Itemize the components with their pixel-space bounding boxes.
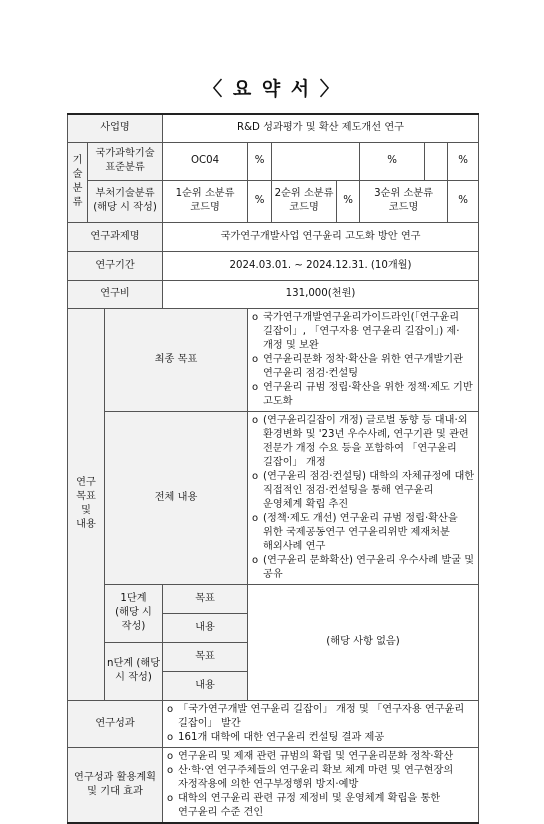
ministry-third: 3순위 소분류 코드명	[360, 180, 448, 222]
final-goal-row	[68, 308, 479, 411]
business-label: 사업명	[68, 114, 163, 142]
ministry-pct-3: %	[448, 180, 479, 222]
national-label: 국가과학기술 표준분류	[88, 142, 163, 180]
results-list	[167, 703, 475, 745]
ministry-second: 2순위 소분류 코드명	[272, 180, 337, 222]
stagen-content-label: 내용	[163, 671, 248, 700]
national-code-2	[272, 142, 360, 180]
tech-group-text: 기 술 분 류	[72, 155, 83, 208]
plan-list	[167, 750, 475, 820]
project-title-row	[68, 222, 479, 251]
business-value: R&D 성과평가 및 확산 제도개선 연구	[163, 114, 479, 142]
stage1-content-label: 내용	[163, 613, 248, 642]
stage1-goal-row	[68, 584, 479, 613]
goals-group-text: 연구 목표 및 내용	[76, 477, 96, 530]
page-title: 〈 요 약 서 〉	[203, 78, 341, 100]
period-label: 연구기간	[68, 251, 163, 280]
business-row	[68, 114, 479, 142]
stage1-goal-label: 목표	[163, 584, 248, 613]
overall-content-row	[68, 411, 479, 584]
final-goal-content	[248, 308, 479, 411]
national-code: OC04	[163, 142, 248, 180]
overall-content-label: 전체 내용	[105, 411, 248, 584]
tech-ministry-row	[68, 180, 479, 222]
national-pct-2: %	[360, 142, 425, 180]
list-item: o 산·학·연 연구주체들의 연구윤리 확보 체계 마련 및 연구현장의 자정작용에 의한 연구부정행위 방지·예방	[167, 764, 475, 792]
goals-group-label	[68, 308, 105, 700]
ministry-pct-1: %	[248, 180, 272, 222]
list-item: o 연구윤리 및 제재 관련 규범의 확립 및 연구윤리문화 정착·확산	[167, 750, 475, 764]
results-row	[68, 700, 479, 747]
plan-content	[163, 747, 479, 823]
plan-row	[68, 747, 479, 823]
plan-label: 연구성과 활용계획 및 기대 효과	[68, 747, 163, 823]
period-row	[68, 251, 479, 280]
list-item: o (연구윤리 점검·컨설팅) 대학의 자체규정에 대한 직접적인 점검·컨설팅을 통해 연구윤리 운영체계 확립 추진	[252, 470, 475, 512]
list-item: o (정책·제도 개선) 연구윤리 규범 정립·확산을 위한 국제공동연구 연구윤리위반 제재처분 해외사례 연구	[252, 512, 475, 554]
stagen-label: n단계 (해당 시 작성)	[105, 642, 163, 700]
final-goal-list	[252, 311, 475, 409]
project-title-label: 연구과제명	[68, 222, 163, 251]
results-content	[163, 700, 479, 747]
tech-national-row	[68, 142, 479, 180]
overall-content-list	[252, 414, 475, 582]
tech-group-label	[68, 142, 88, 222]
national-code-3	[425, 142, 448, 180]
project-title-value: 국가연구개발사업 연구윤리 고도화 방안 연구	[163, 222, 479, 251]
overall-content	[248, 411, 479, 584]
list-item: o 연구윤리 규범 정립·확산을 위한 정책·제도 기반 고도화	[252, 381, 475, 409]
budget-row	[68, 280, 479, 308]
final-goal-label: 최종 목표	[105, 308, 248, 411]
budget-label: 연구비	[68, 280, 163, 308]
stage-none-text: (해당 사항 없음)	[248, 584, 479, 700]
list-item: o (연구윤리길잡이 개정) 글로벌 동향 등 대내·외 환경변화 및 '23년 우수사례, 연구기관 및 관련 전문가 개정 수요 등을 포함하여 「연구윤리 길잡이」 개정	[252, 414, 475, 470]
list-item: o (연구윤리 문화확산) 연구윤리 우수사례 발굴 및 공유	[252, 554, 475, 582]
ministry-pct-2: %	[337, 180, 360, 222]
national-pct-3: %	[448, 142, 479, 180]
stagen-goal-label: 목표	[163, 642, 248, 671]
ministry-first: 1순위 소분류 코드명	[163, 180, 248, 222]
budget-value: 131,000(천원)	[163, 280, 479, 308]
summary-table	[67, 113, 479, 824]
list-item: o 161개 대학에 대한 연구윤리 컨설팅 결과 제공	[167, 731, 475, 745]
list-item: o 대학의 연구윤리 관련 규정 제정비 및 운영체계 확립을 통한 연구윤리 수준 견인	[167, 792, 475, 820]
list-item: o 「국가연구개발 연구윤리 길잡이」 개정 및 「연구자용 연구윤리 길잡이」 발간	[167, 703, 475, 731]
ministry-label: 부처기술분류 (해당 시 작성)	[88, 180, 163, 222]
results-label: 연구성과	[68, 700, 163, 747]
national-pct-1: %	[248, 142, 272, 180]
list-item: o 국가연구개발연구윤리가이드라인(「연구윤리 길잡이」, 「연구자용 연구윤리 길잡이」) 제·개정 및 보완	[252, 311, 475, 353]
list-item: o 연구윤리문화 정착·확산을 위한 연구개발기관 연구윤리 점검·컨설팅	[252, 353, 475, 381]
period-value: 2024.03.01. ~ 2024.12.31. (10개월)	[163, 251, 479, 280]
stage1-label: 1단계 (해당 시 작성)	[105, 584, 163, 642]
